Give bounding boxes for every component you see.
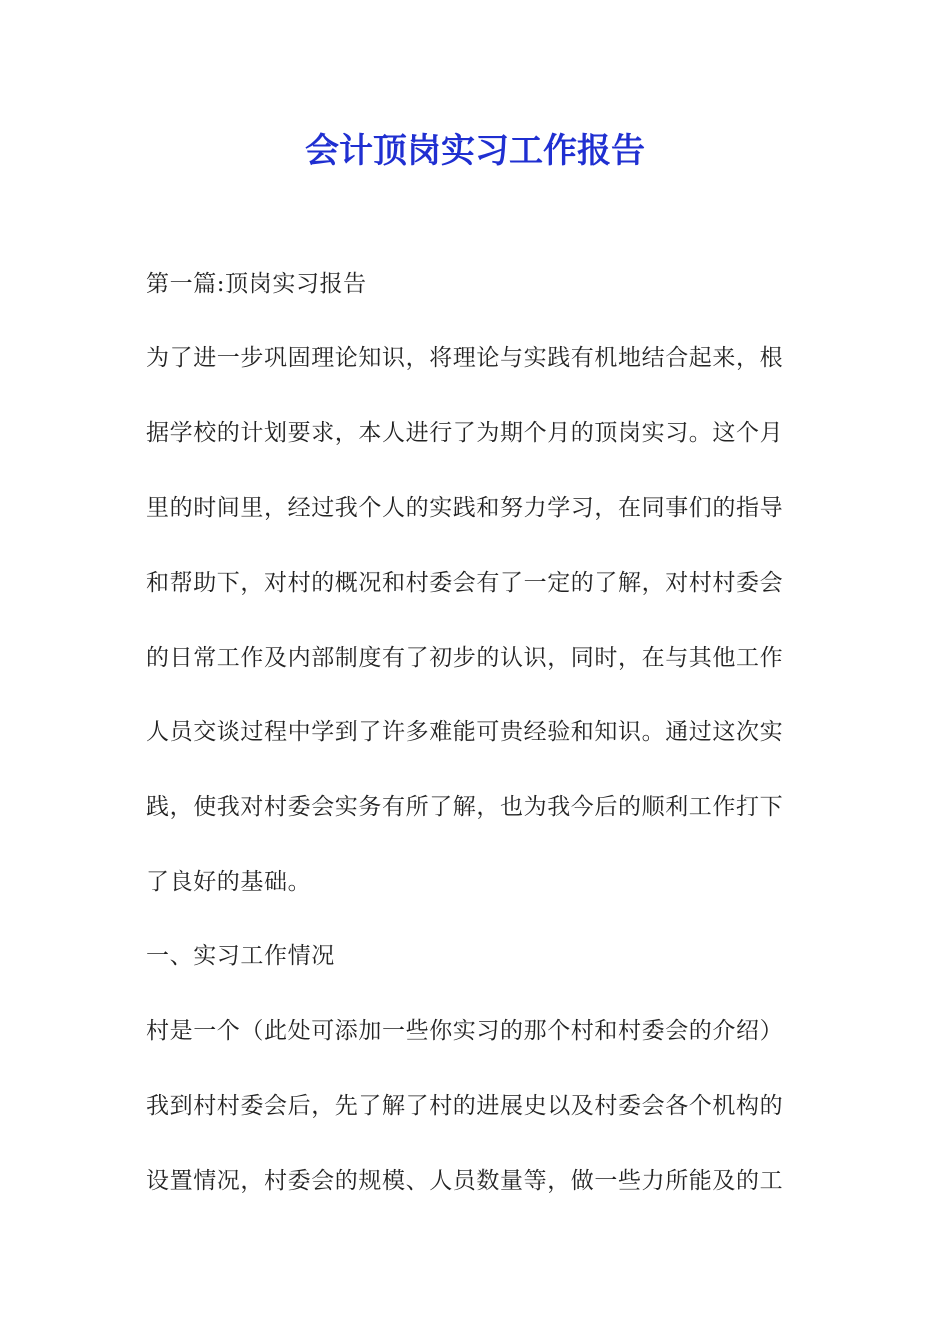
paragraph-line: 里的时间里，经过我个人的实践和努力学习，在同事们的指导 [146, 495, 784, 521]
paragraph-line: 我到村村委会后，先了解了村的进展史以及村委会各个机构的 [146, 1093, 784, 1119]
paragraph-line: 和帮助下，对村的概况和村委会有了一定的了解，对村村委会 [146, 570, 784, 596]
paragraph-line: 了良好的基础。 [146, 869, 312, 895]
paragraph-line: 人员交谈过程中学到了许多难能可贵经验和知识。通过这次实 [146, 719, 784, 745]
paragraph-line: 据学校的计划要求，本人进行了为期个月的顶岗实习。这个月 [146, 420, 784, 446]
paragraph-line: 设置情况，村委会的规模、人员数量等，做一些力所能及的工 [146, 1168, 784, 1194]
paragraph-line: 村是一个（此处可添加一些你实习的那个村和村委会的介绍） [146, 1018, 784, 1044]
section-heading: 第一篇:顶岗实习报告 [146, 271, 367, 297]
paragraph-line: 的日常工作及内部制度有了初步的认识，同时，在与其他工作 [146, 645, 784, 671]
paragraph-line: 践，使我对村委会实务有所了解，也为我今后的顺利工作打下 [146, 794, 784, 820]
paragraph-line: 为了进一步巩固理论知识，将理论与实践有机地结合起来，根 [146, 345, 784, 371]
section-heading: 一、实习工作情况 [146, 943, 335, 969]
document-title: 会计顶岗实习工作报告 [305, 131, 645, 171]
